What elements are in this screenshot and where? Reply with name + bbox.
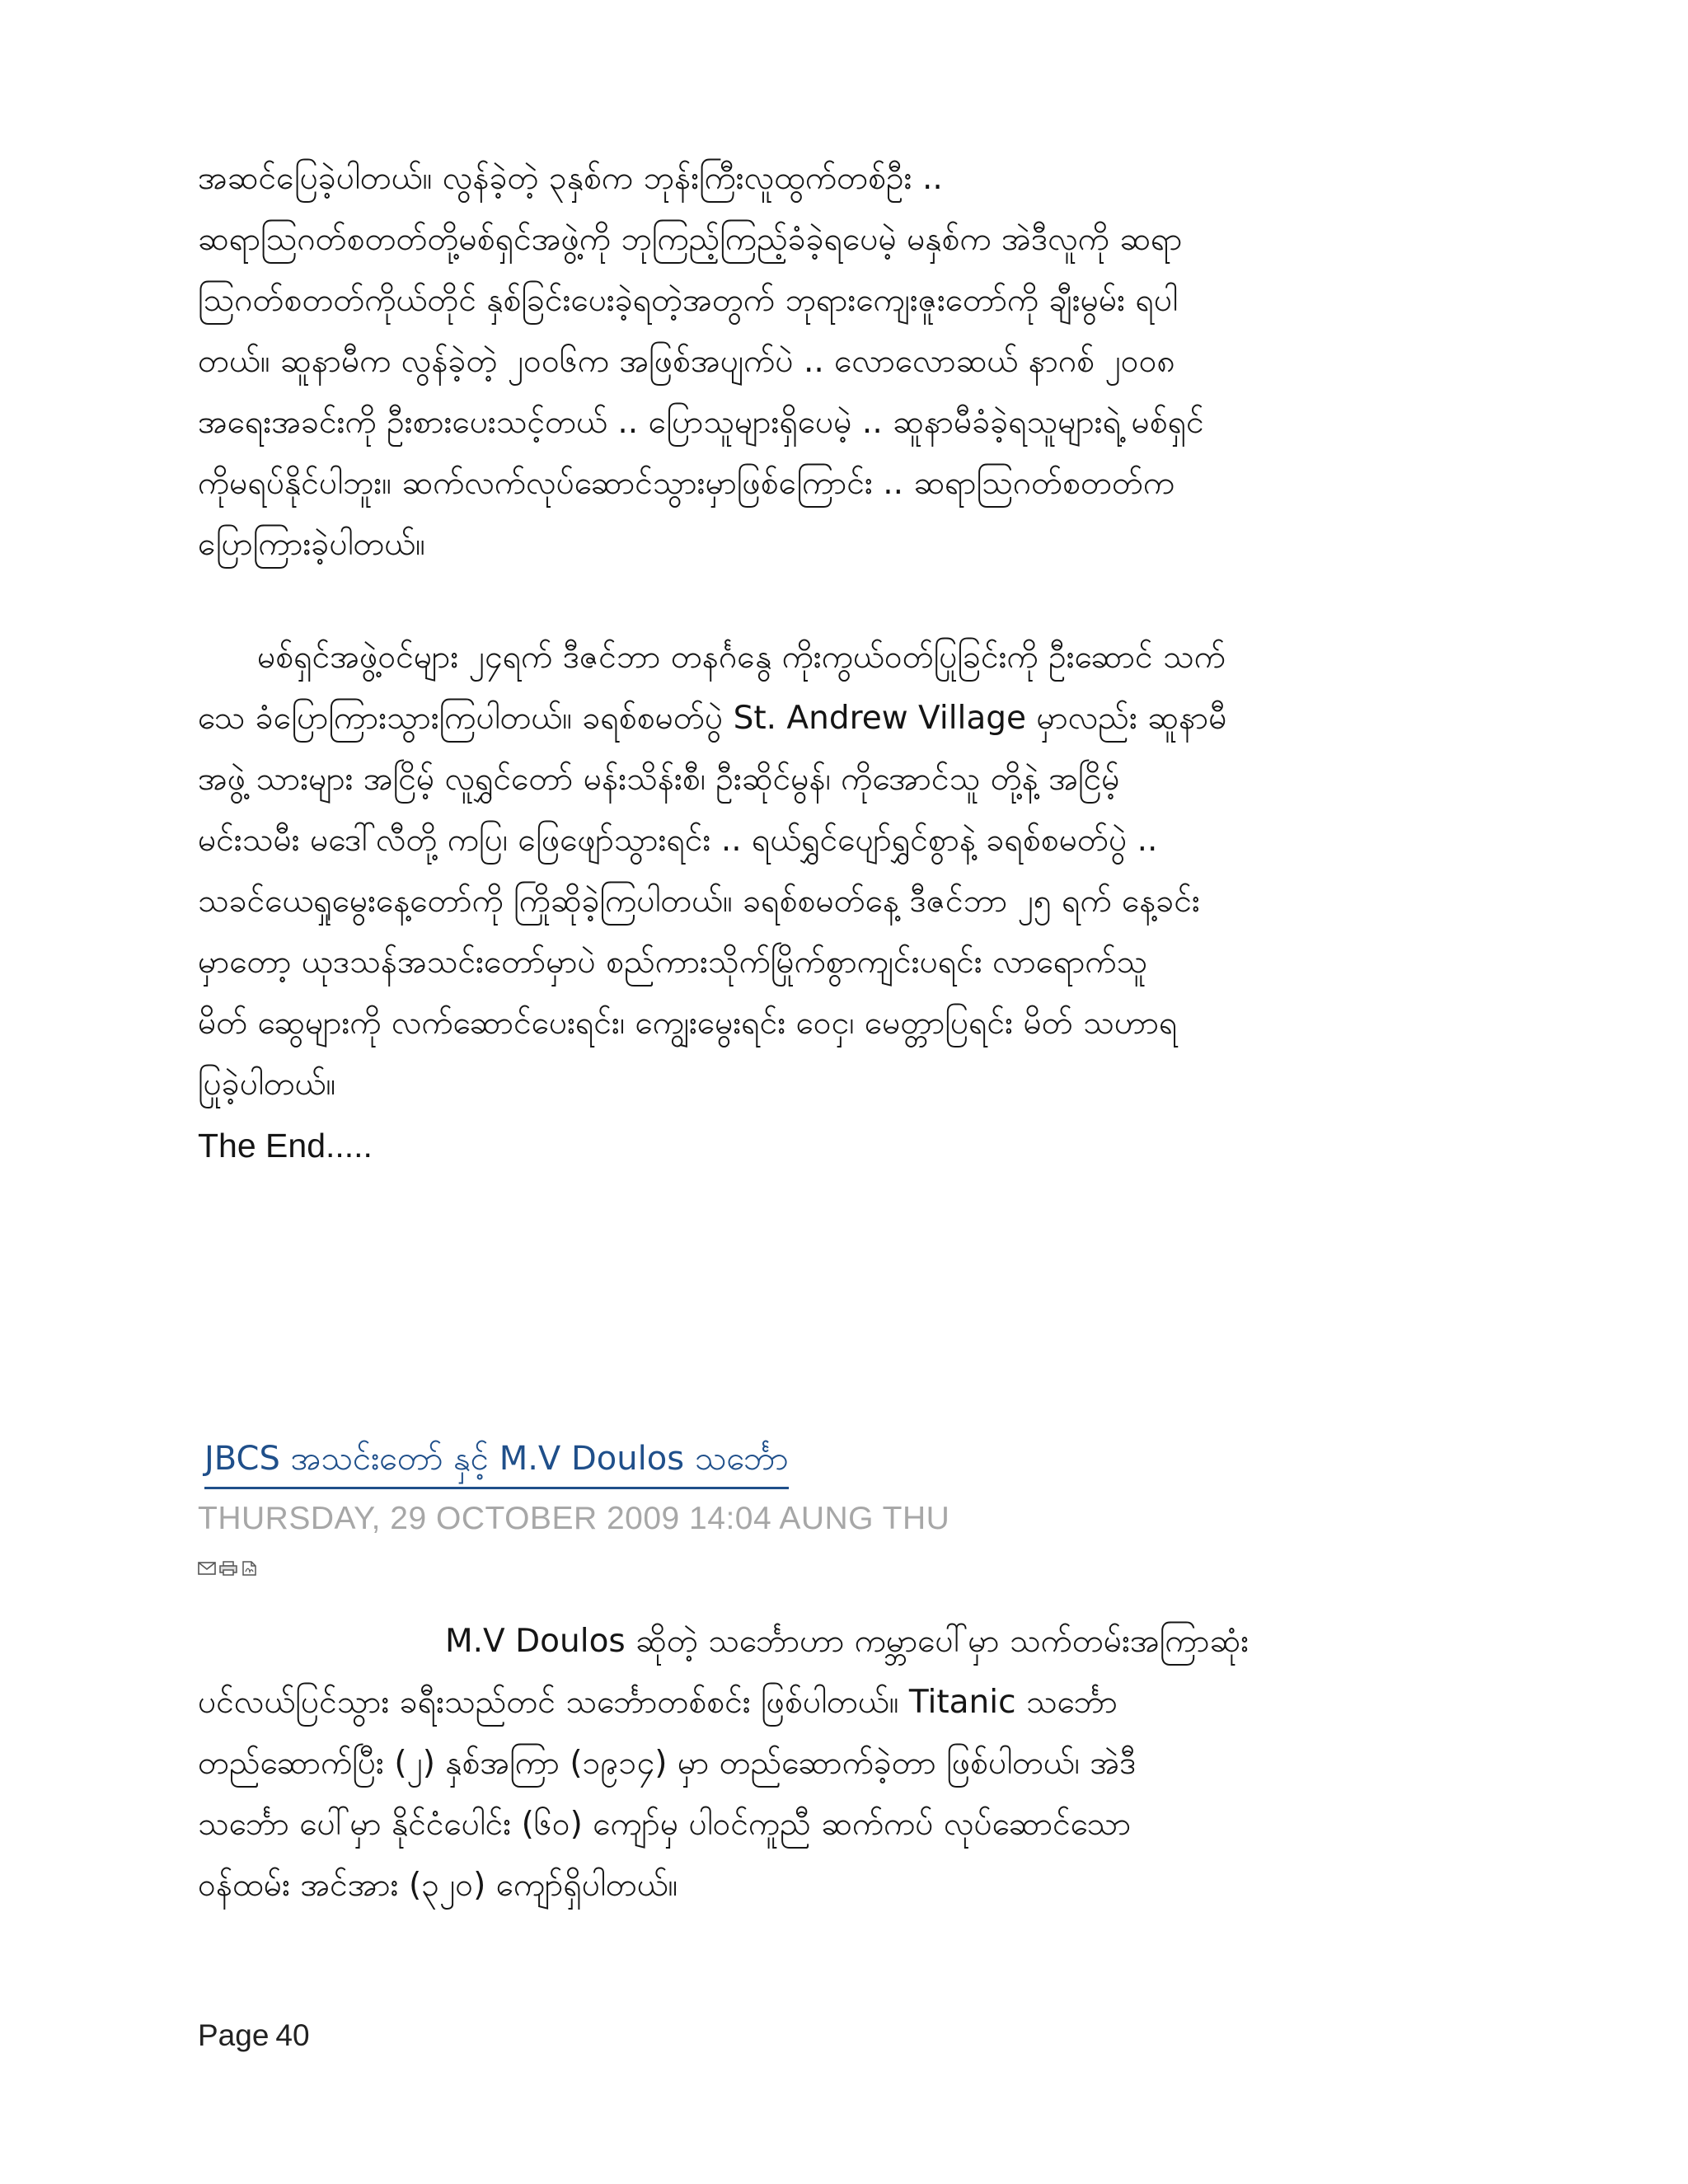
paragraph-2-line: သခင်ယေရှုမွေးနေ့တော်ကို ကြိုဆိုခဲ့ကြပါတယ်။ ခရစ်စမတ်နေ့ ဒီဇင်ဘာ ၂၅ ရက် နေ့ခင်း	[198, 883, 1200, 920]
article-body-line: တည်ဆောက်ပြီး (၂) နှစ်အကြာ (၁၉၁၄) မှာ တည်ဆောက်ခဲ့တာ ဖြစ်ပါတယ်၊ အဲဒီ	[198, 1745, 1137, 1782]
paragraph-2-line: အဖွဲ့ သားများ အငြိမ့် လူရွှင်တော် မန်းသိန်းစီ၊ ဦးဆိုင်မွန်၊ ကိုအောင်သူ တို့နဲ့ အငြိမ့်	[198, 761, 1120, 798]
article-title-link[interactable]: JBCS အသင်းတော် နှင့် M.V Doulos သင်္ဘော	[204, 1436, 789, 1489]
paragraph-1-line: ပြောကြားခဲ့ပါတယ်။	[198, 526, 425, 563]
paragraph-2-line: ပြုခဲ့ပါတယ်။	[198, 1066, 336, 1103]
paragraph-1-line: အဆင်ပြေခဲ့ပါတယ်။ လွန်ခဲ့တဲ့ ၃နှစ်က ဘုန်းကြီးလူထွက်တစ်ဦး ..	[198, 160, 943, 197]
article-meta: THURSDAY, 29 OCTOBER 2009 14:04 AUNG THU	[198, 1501, 950, 1536]
email-icon[interactable]	[198, 1561, 216, 1576]
article-body	[198, 1611, 1533, 1916]
paragraph-2-line: မစ်ရှင်အဖွဲ့ဝင်များ ၂၄ရက် ဒီဇင်ဘာ တနင်္ဂနွေ ကိုးကွယ်ဝတ်ပြုခြင်းကို ဦးဆောင် သက်	[257, 639, 1226, 676]
paragraph-1-line: အရေးအခင်းကို ဦးစားပေးသင့်တယ် .. ပြောသူများရှိပေမဲ့ .. ဆူနာမီခံခဲ့ရသူများရဲ့ မစ်ရှင်	[198, 404, 1204, 441]
paragraph-2	[198, 627, 1533, 1176]
pdf-icon[interactable]	[241, 1561, 257, 1576]
paragraph-1-line: ဩဂတ်စတတ်ကိုယ်တိုင် နှစ်ခြင်းပေးခဲ့ရတဲ့အတွက် ဘုရားကျေးဇူးတော်ကို ချီးမွမ်း ရပါ	[198, 282, 1178, 319]
page-number-value: 40	[275, 2018, 310, 2052]
page-number	[198, 2016, 310, 2055]
paragraph-1	[198, 148, 1533, 575]
article-tools	[198, 1561, 257, 1576]
page-label: Page	[198, 2018, 270, 2052]
article-body-line: သင်္ဘော ပေါ်မှာ နိုင်ငံပေါင်း (၆၀) ကျော်မှ ပါဝင်ကူညီ ဆက်ကပ် လုပ်ဆောင်သော	[198, 1806, 1132, 1843]
paragraph-1-line: ကိုမရပ်နိုင်ပါဘူး။ ဆက်လက်လုပ်ဆောင်သွားမှာဖြစ်ကြောင်း .. ဆရာဩဂတ်စတတ်က	[198, 465, 1175, 502]
paragraph-2-line: မှာတော့ ယုဒသန်အသင်းတော်မှာပဲ စည်ကားသိုက်မြိုက်စွာကျင်းပရင်း လာရောက်သူ	[198, 944, 1148, 981]
article-body-line: M.V Doulos ဆိုတဲ့ သင်္ဘောဟာ ကမ္ဘာပေါ်မှာ သက်တမ်းအကြာဆုံး	[445, 1623, 1250, 1660]
paragraph-2-line: သေ ခံပြောကြားသွားကြပါတယ်။ ခရစ်စမတ်ပွဲ St. Andrew Village မှာလည်း ဆူနာမီ	[198, 700, 1227, 737]
print-icon[interactable]	[219, 1561, 237, 1576]
paragraph-2-line: မိတ် ဆွေများကို လက်ဆောင်ပေးရင်း၊ ကျွေးမွေးရင်း ဝေငှ၊ မေတ္တာပြရင်း မိတ် သဟာရ	[198, 1005, 1178, 1042]
paragraph-2-line: မင်းသမီး မဒေါ်လီတို့ ကပြ၊ ဖြေဖျော်သွားရင်း .. ရယ်ရွှင်ပျော်ရွှင်စွာနဲ့ ခရစ်စမတ်ပွဲ ..	[198, 822, 1158, 859]
end-text: The End.....	[198, 1127, 373, 1165]
article-body-line: ဝန်ထမ်း အင်အား (၃၂၀) ကျော်ရှိပါတယ်။	[198, 1867, 678, 1904]
paragraph-1-line: ဆရာဩဂတ်စတတ်တို့မစ်ရှင်အဖွဲ့ကို ဘုကြည့်ကြည့်ခံခဲ့ရပေမဲ့ မနှစ်က အဲဒီလူကို ဆရာ	[198, 221, 1183, 258]
article-body-line: ပင်လယ်ပြင်သွား ခရီးသည်တင် သင်္ဘောတစ်စင်း ဖြစ်ပါတယ်။ Titanic သင်္ဘော	[198, 1684, 1118, 1721]
paragraph-1-line: တယ်။ ဆူနာမီက လွန်ခဲ့တဲ့ ၂၀၀၆က အဖြစ်အပျက်ပဲ .. လောလောဆယ် နာဂစ် ၂၀၀၈	[198, 343, 1175, 380]
